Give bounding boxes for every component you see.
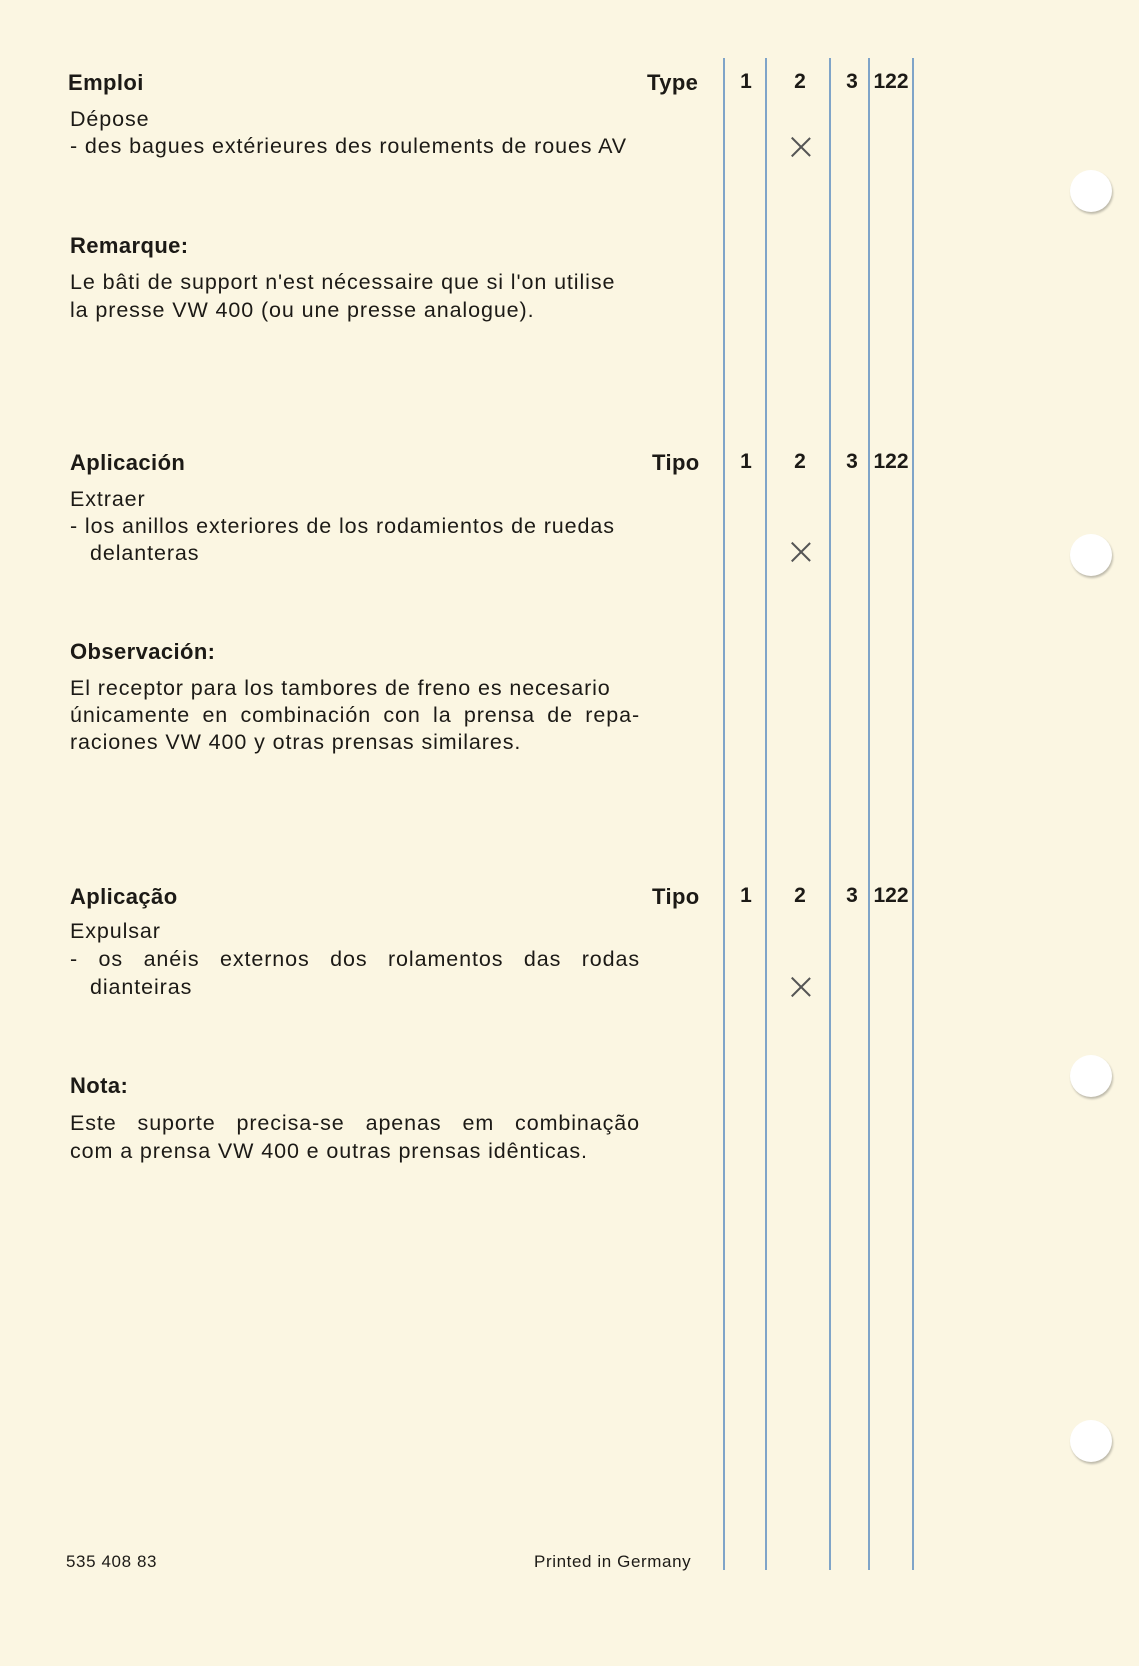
type-label-es: Tipo (652, 450, 700, 475)
column-rule (829, 58, 831, 1570)
column-header-1: 1 (740, 884, 752, 907)
column-header-3: 3 (846, 70, 858, 93)
column-rule (912, 58, 914, 1570)
remark-heading-fr: Remarque: (70, 233, 189, 258)
column-header-122: 122 (873, 884, 909, 907)
cross-mark-icon (790, 976, 812, 998)
punch-hole (1070, 1420, 1112, 1462)
type-label-fr: Type (647, 70, 699, 95)
remark-line: únicamente en combinación con la prensa de repa- (70, 703, 640, 727)
item-pt-cont: dianteiras (90, 975, 193, 999)
section-heading-es: Aplicación (70, 450, 186, 475)
item-es-cont: delanteras (90, 541, 200, 565)
remark-heading-pt: Nota: (70, 1073, 129, 1098)
remark-line: com a prensa VW 400 e outras prensas idênticas. (70, 1139, 588, 1163)
column-header-2: 2 (794, 884, 806, 907)
section-heading-fr: Emploi (68, 70, 144, 95)
section-heading-pt: Aplicação (70, 884, 178, 909)
column-header-2: 2 (794, 450, 806, 473)
type-label-pt: Tipo (652, 884, 700, 909)
column-rule (723, 58, 725, 1570)
remark-line: Le bâti de support n'est nécessaire que si l'on utilise (70, 270, 616, 294)
column-header-1: 1 (740, 450, 752, 473)
item-fr: - des bagues extérieures des roulements de roues AV (70, 134, 628, 158)
printed-in: Printed in Germany (534, 1552, 692, 1571)
column-header-1: 1 (740, 70, 752, 93)
verb-pt: Expulsar (70, 919, 161, 943)
column-rule (765, 58, 767, 1570)
cross-mark-icon (790, 136, 812, 158)
part-number: 535 408 83 (66, 1552, 158, 1571)
column-header-122: 122 (873, 70, 909, 93)
punch-hole (1070, 1055, 1112, 1097)
item-es: - los anillos exteriores de los rodamientos de ruedas (70, 514, 615, 538)
remark-line: Este suporte precisa-se apenas em combinação (70, 1111, 640, 1135)
column-header-3: 3 (846, 884, 858, 907)
column-rule (868, 58, 870, 1570)
column-header-2: 2 (794, 70, 806, 93)
verb-es: Extraer (70, 487, 146, 511)
punch-hole (1070, 534, 1112, 576)
cross-mark-icon (790, 541, 812, 563)
remark-heading-es: Observación: (70, 639, 216, 664)
remark-line: la presse VW 400 (ou une presse analogue). (70, 298, 535, 322)
column-header-122: 122 (873, 450, 909, 473)
remark-line: raciones VW 400 y otras prensas similares. (70, 730, 522, 754)
punch-hole (1070, 170, 1112, 212)
remark-line: El receptor para los tambores de freno es necesario (70, 676, 611, 700)
column-header-3: 3 (846, 450, 858, 473)
verb-fr: Dépose (70, 107, 150, 131)
item-pt: - os anéis externos dos rolamentos das rodas (70, 947, 640, 971)
